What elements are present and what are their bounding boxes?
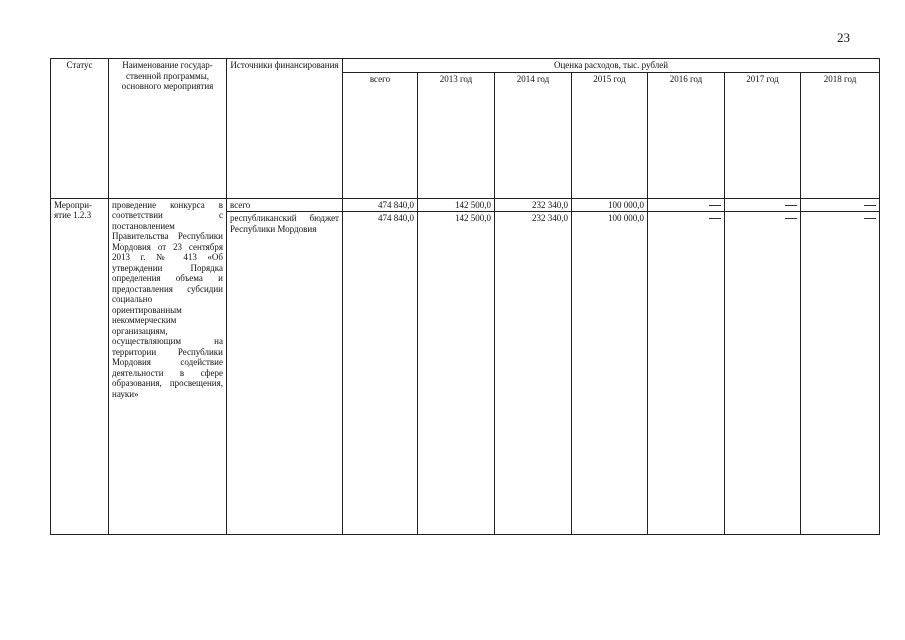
value-cell: 232 340,0 bbox=[495, 212, 572, 535]
value-cell: 142 500,0 bbox=[418, 212, 495, 535]
dash-mark bbox=[709, 205, 721, 206]
dash-mark bbox=[785, 205, 797, 206]
dash-mark bbox=[785, 218, 797, 219]
measure-status: Меропри-ятие 1.2.3 bbox=[51, 198, 109, 535]
value-cell: 474 840,0 bbox=[343, 212, 418, 535]
header-2014: 2014 год bbox=[495, 72, 572, 198]
value-cell: 232 340,0 bbox=[495, 198, 572, 212]
dash-mark bbox=[864, 218, 876, 219]
empty-value-cell bbox=[725, 212, 801, 535]
header-total: всего bbox=[343, 72, 418, 198]
table-row bbox=[51, 198, 880, 212]
value-cell: 142 500,0 bbox=[418, 198, 495, 212]
empty-value-cell bbox=[725, 198, 801, 212]
empty-value-cell bbox=[648, 212, 725, 535]
header-2017: 2017 год bbox=[725, 72, 801, 198]
header-2016: 2016 год bbox=[648, 72, 725, 198]
measure-name: проведение конкурса в соответствии с постановлением Правительства Республики Мордовия от 23 сентября 2013 г. № 413 «Об утверждении Порядка определения объема и предоставления субсидии социально ориентированным некоммерческим организациям, осуществляющим на территории Республики Мордовия содействие деятельности в сфере образования, просвещения, науки» bbox=[109, 198, 227, 535]
value-cell: 100 000,0 bbox=[572, 198, 648, 212]
dash-mark bbox=[864, 205, 876, 206]
empty-value-cell bbox=[801, 212, 880, 535]
header-2018: 2018 год bbox=[801, 72, 880, 198]
empty-value-cell bbox=[801, 198, 880, 212]
header-expense-estimate: Оценка расходов, тыс. рублей bbox=[343, 59, 880, 73]
empty-value-cell bbox=[648, 198, 725, 212]
source-cell: всего bbox=[227, 198, 343, 212]
header-status: Статус bbox=[51, 59, 109, 199]
page-number: 23 bbox=[837, 30, 850, 45]
expenses-table bbox=[50, 58, 880, 535]
header-program-name: Наименование государ-ственной программы, основного мероприятия bbox=[109, 59, 227, 199]
header-funding-sources: Источники финансирования bbox=[227, 59, 343, 199]
header-2015: 2015 год bbox=[572, 72, 648, 198]
header-2013: 2013 год bbox=[418, 72, 495, 198]
source-cell: республиканский бюджет Республики Мордовия bbox=[227, 212, 343, 535]
value-cell: 474 840,0 bbox=[343, 198, 418, 212]
dash-mark bbox=[709, 218, 721, 219]
value-cell: 100 000,0 bbox=[572, 212, 648, 535]
